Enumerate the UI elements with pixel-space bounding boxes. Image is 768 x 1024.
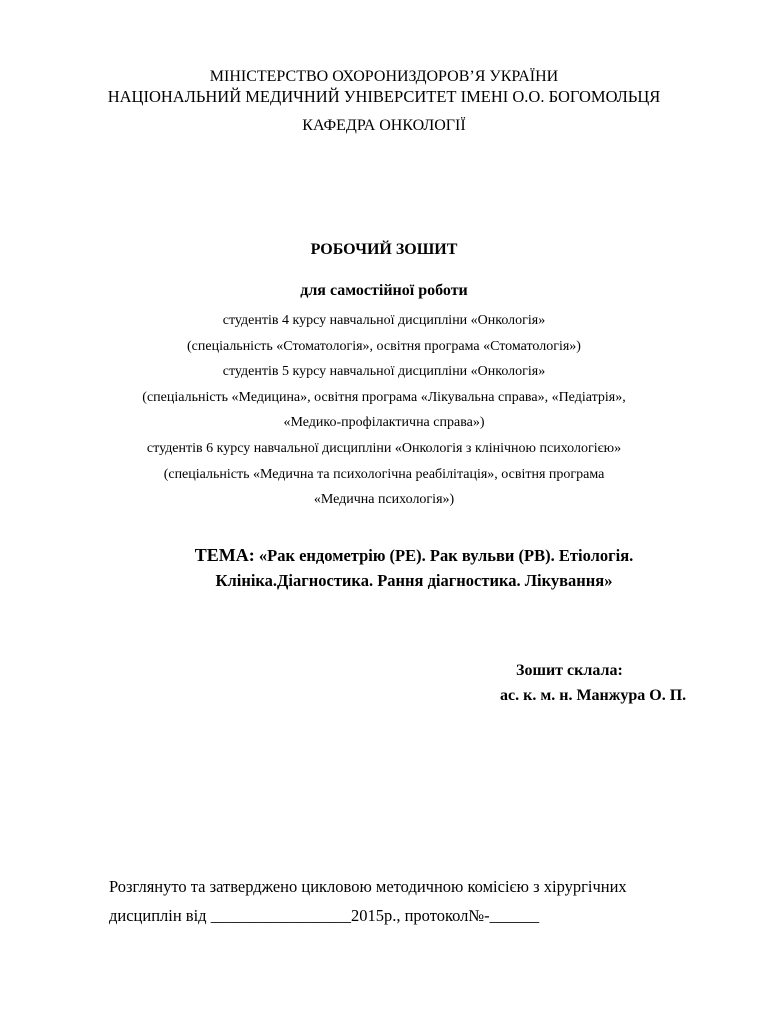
topic-text-2: Клініка.Діагностика. Рання діагностика. Лікування» <box>215 571 613 590</box>
author-label: Зошит склала: <box>516 662 623 679</box>
author-block <box>500 658 686 708</box>
detail-line: (спеціальність «Медицина», освітня програма «Лікувальна справа», «Педіатрія», <box>142 389 626 405</box>
detail-line: (спеціальність «Медична та психологічна реабілітація», освітня програма <box>163 466 605 482</box>
detail-line: студентів 6 курсу навчальної дисципліни «Онкологія з клінічною психологією» <box>146 440 622 456</box>
detail-line: студентів 5 курсу навчальної дисципліни «Онкологія» <box>222 364 546 380</box>
approval-block <box>109 872 627 930</box>
document-title: РОБОЧИЙ ЗОШИТ <box>310 241 458 258</box>
topic-text-1: «Рак ендометрію (РЕ). Рак вульви (РВ). Етіологія. <box>258 546 634 565</box>
topic-line-1 <box>0 543 768 568</box>
ministry-name: МІНІСТЕРСТВО ОХОРОНИЗДОРОВ’Я УКРАЇНИ <box>209 68 559 85</box>
detail-line: «Медична психологія») <box>313 492 455 508</box>
department-name: КАФЕДРА ОНКОЛОГІЇ <box>302 117 466 134</box>
topic-block <box>0 543 768 593</box>
audience-details <box>0 308 768 513</box>
author-name: ас. к. м. н. Манжура О. П. <box>500 687 687 704</box>
document-header <box>0 67 768 136</box>
detail-line: (спеціальність «Стоматологія», освітня програма «Стоматологія») <box>187 338 581 354</box>
approval-line-2: дисциплін від _________________2015р., протокол№-______ <box>109 906 540 925</box>
topic-label: ТЕМА: <box>194 545 255 565</box>
document-subtitle: для самостійної роботи <box>300 282 468 299</box>
approval-line-1: Розглянуто та затверджено цикловою методичною комісією з хірургічних <box>109 877 627 896</box>
detail-line: «Медико-профілактична справа») <box>283 415 485 431</box>
university-name: НАЦІОНАЛЬНИЙ МЕДИЧНИЙ УНІВЕРСИТЕТ ІМЕНІ О.О. БОГОМОЛЬЦЯ <box>107 87 661 106</box>
detail-line: студентів 4 курсу навчальної дисципліни «Онкологія» <box>222 313 546 328</box>
